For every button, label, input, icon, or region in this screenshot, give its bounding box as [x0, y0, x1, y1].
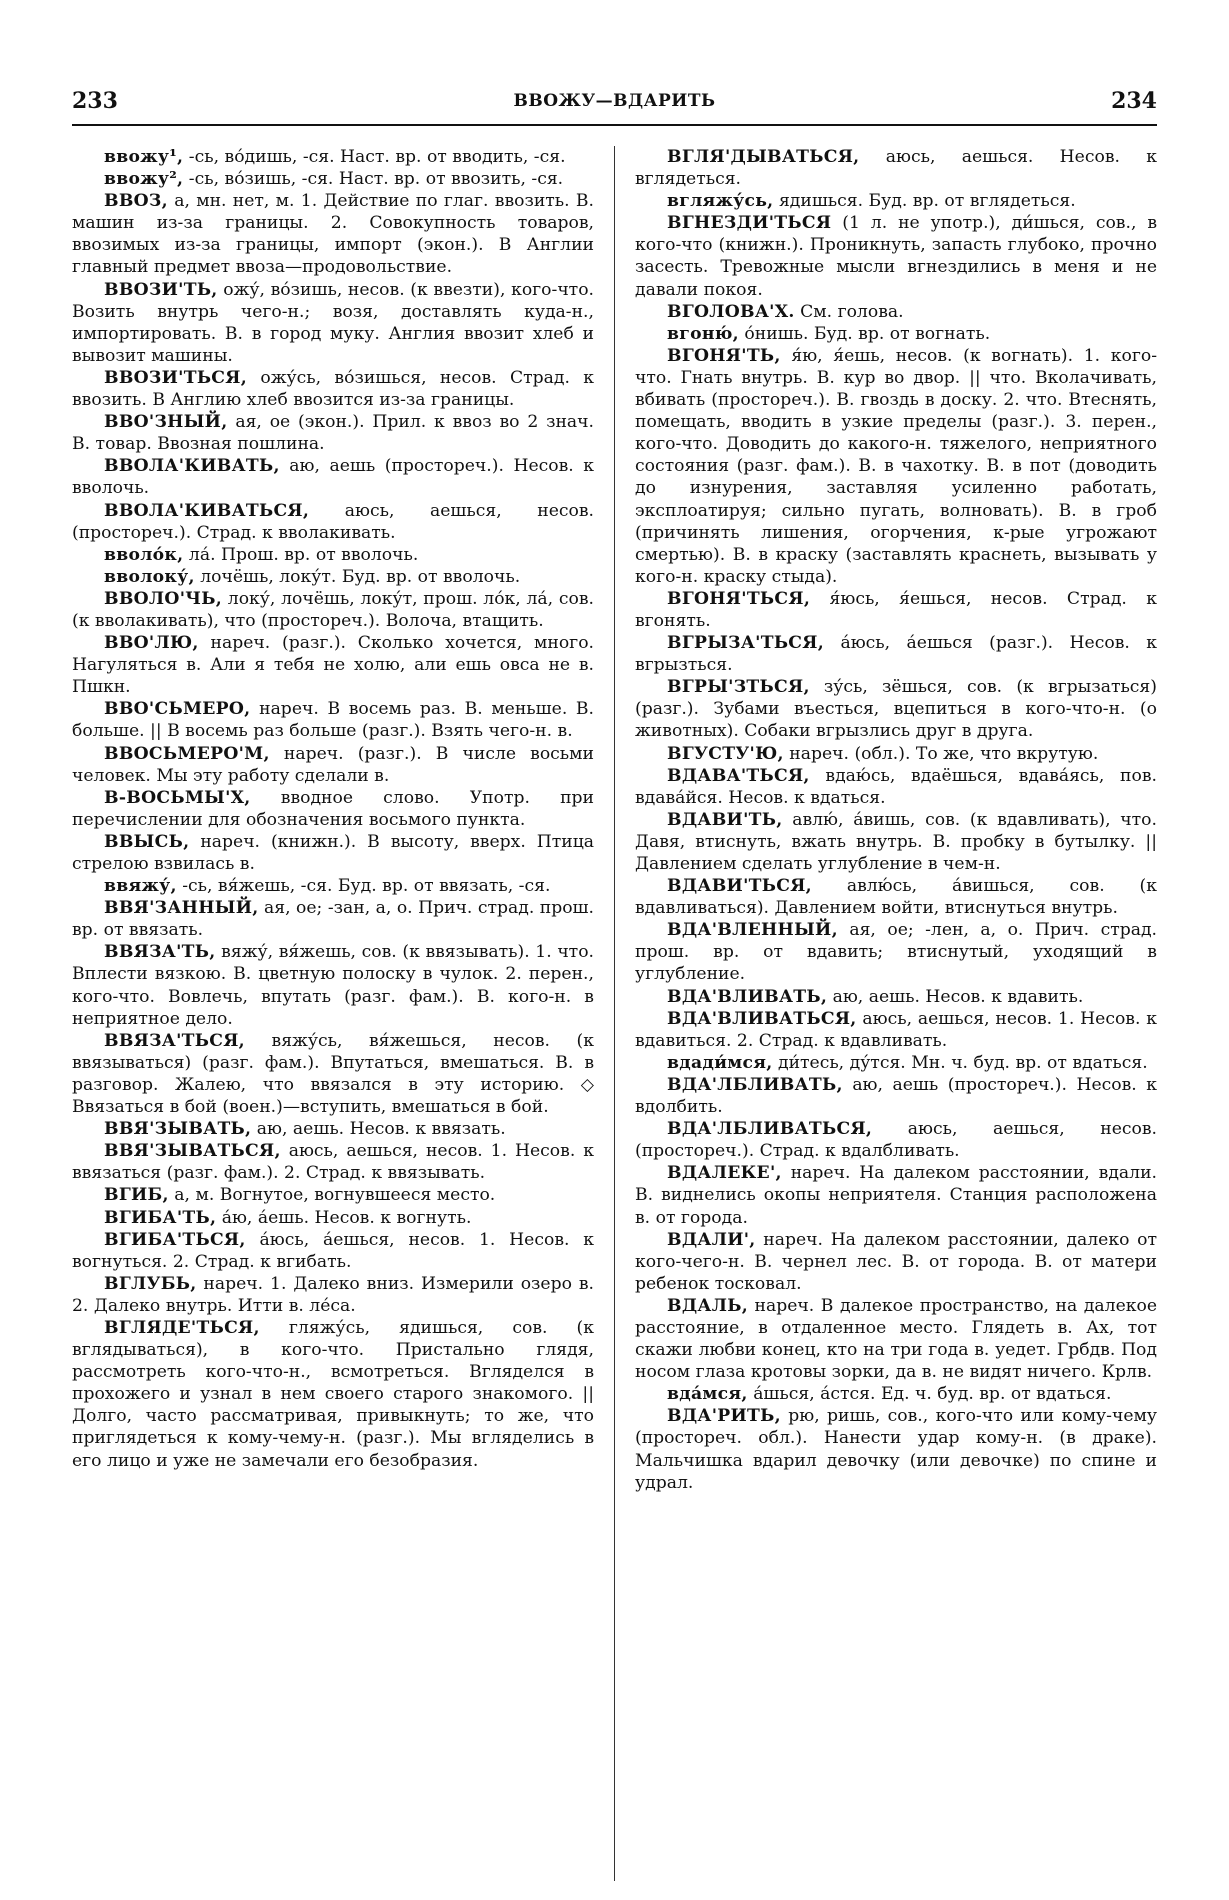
entry-definition: авлю́сь, а́вишься, сов. (к вдавливаться). Давлением войти, втиснуться внутрь.	[635, 876, 1157, 919]
dictionary-entry	[635, 986, 1157, 1008]
entry-headword: ввожу²,	[104, 169, 184, 190]
dictionary-entry	[635, 1295, 1157, 1383]
dictionary-entry	[635, 1162, 1157, 1228]
entry-definition: зу́сь, зёшься, сов. (к вгрызаться) (разг.). Зубами въесться, вцепиться в кого-что-н. (о животных). Собаки вгрызлись друг в друга.	[635, 677, 1157, 742]
dictionary-entry	[72, 455, 594, 499]
entry-definition: аю, аешь. Несов. к вдавить.	[832, 986, 1084, 1007]
entry-definition: аюсь, аешься, несов. (простореч.). Страд. к вдалбливать.	[635, 1119, 1157, 1162]
entry-definition: вяжу́, вя́жешь, сов. (к ввязывать). 1. что. Вплести вязкою. В. цветную полоску в чулок. 2. перен., кого-что. Вовлечь, впутать (разг. фам.). В. кого-н. в неприятное дело.	[72, 942, 594, 1029]
entry-headword: ВГОНЯ'ТЬ,	[667, 345, 781, 366]
entry-headword: ВГРЫ'ЗТЬСЯ,	[667, 677, 810, 698]
entry-definition: ядишься. Буд. вр. от вглядеться.	[778, 191, 1076, 212]
entry-headword: ВГЛУБЬ,	[104, 1273, 197, 1294]
entry-definition: См. голова.	[800, 301, 904, 322]
entry-headword: вволо́к,	[104, 544, 184, 565]
entry-definition: а́шься, а́стся. Ед. ч. буд. вр. от вдаться.	[753, 1384, 1112, 1405]
dictionary-entry	[72, 875, 594, 897]
entry-definition: ожу́сь, во́зишься, несов. Страд. к ввозить. В Англию хлеб ввозится из-за границы.	[72, 367, 594, 411]
entry-headword: ВВОЛА'КИВАТЬ,	[104, 456, 280, 477]
entry-headword: вволоку́,	[104, 566, 195, 587]
dictionary-entry	[72, 566, 594, 588]
entry-definition: авлю́, а́вишь, сов. (к вдавливать), что. Давя, втиснуть, вжать внутрь. В. пробку в бутылку. || Давлением сделать углубление в чем-н.	[635, 809, 1157, 874]
dictionary-entry	[72, 1207, 594, 1229]
dictionary-entry	[72, 146, 594, 168]
entry-definition: а́юсь, а́ешься (разг.). Несов. к вгрызться.	[635, 633, 1157, 676]
entry-definition: (1 л. не употр.), ди́шься, сов., в кого-что (книжн.). Проникнуть, запасть глубоко, прочно засесть. Тревожные мысли вгнездились в меня и не давали покоя.	[635, 213, 1157, 300]
dictionary-entry	[635, 1118, 1157, 1162]
entry-headword: ВВОЗИ'ТЬСЯ,	[104, 367, 248, 388]
entry-definition: лочёшь, локу́т. Буд. вр. от вволочь.	[200, 566, 521, 587]
entry-headword: ВВЫСЬ,	[104, 831, 190, 852]
entry-definition: я́ю, я́ешь, несов. (к вогнать). 1. кого-что. Гнать внутрь. В. кур во двор. || что. Вколачивать, вбивать (простореч.). В. гвоздь в доску. 2. что. Втеснять, помещать, вводить в узкие пределы (разг.). 3. перен., кого-что. Доводить до какого-н. тяжелого, неприятного состояния (разг. фам.). В. в чахотку. В. в пот (доводить до изнурения, заставляя усиленно работать, эксплоатируя; сильно пугать, волновать). В. в гроб (причинять лишения, огорчения, к-рые угрожают смертью). В. в краску (заставлять краснеть, вызывать у кого-н. краску стыда).	[635, 345, 1157, 587]
entry-definition: я́юсь, я́ешься, несов. Страд. к вгонять.	[635, 588, 1157, 631]
entry-headword: ВДАВА'ТЬСЯ,	[667, 765, 810, 786]
dictionary-entry	[635, 1383, 1157, 1405]
page-number-left: 233	[72, 88, 118, 114]
page-number-right: 234	[1111, 88, 1157, 114]
entry-headword: ВГРЫЗА'ТЬСЯ,	[667, 633, 825, 654]
page-header	[72, 88, 1157, 122]
entry-definition: нареч. На далеком расстоянии, далеко от кого-чего-н. В. чернел лес. В. от города. В. от матери ребенок тосковал.	[635, 1229, 1157, 1294]
entry-headword: ВГОНЯ'ТЬСЯ,	[667, 588, 811, 609]
entry-headword: ВДАВИ'ТЬСЯ,	[667, 876, 812, 897]
entry-headword: ВВОЗ,	[104, 191, 168, 212]
entry-definition: а́юсь, а́ешься, несов. 1. Несов. к вогнуться. 2. Страд. к вгибать.	[72, 1229, 594, 1272]
entry-definition: аю, аешь (простореч.). Несов. к вдолбить.	[635, 1074, 1157, 1118]
entry-definition: ая, ое (экон.). Прил. к ввоз во 2 знач. В. товар. Ввозная пошлина.	[72, 412, 594, 455]
dictionary-entry	[72, 1140, 594, 1184]
entry-headword: вгляжу́сь,	[667, 191, 774, 212]
entry-definition: аю, аешь. Несов. к ввязать.	[256, 1119, 506, 1140]
dictionary-entry	[635, 1229, 1157, 1295]
entry-headword: ВВО'СЬМЕРО,	[104, 699, 251, 720]
entry-definition: вдаю́сь, вдаёшься, вдава́ясь, пов. вдава́йся. Несов. к вдаться.	[635, 765, 1157, 808]
dictionary-entry	[72, 411, 594, 455]
entry-headword: ввожу¹,	[104, 147, 184, 167]
dictionary-entry	[72, 698, 594, 742]
dictionary-entry	[635, 588, 1157, 632]
entry-definition: аю, аешь (простореч.). Несов. к вволочь.	[72, 456, 594, 499]
entry-headword: ВГИБА'ТЬ,	[104, 1207, 217, 1228]
dictionary-entry	[72, 787, 594, 831]
dictionary-entry	[635, 1074, 1157, 1118]
dictionary-entry	[635, 676, 1157, 742]
dictionary-entry	[72, 1118, 594, 1140]
entry-headword: ВДА'ЛБЛИВАТЬ,	[667, 1074, 843, 1095]
right-column	[635, 146, 1157, 1881]
dictionary-entry	[72, 544, 594, 566]
entry-definition: -сь, во́дишь, -ся. Наст. вр. от вводить, -ся.	[188, 147, 566, 167]
dictionary-entry	[635, 919, 1157, 985]
dictionary-entry	[72, 367, 594, 411]
entry-headword: ВДАЛИ',	[667, 1229, 756, 1250]
entry-definition: нареч. 1. Далеко вниз. Измерили озеро в. 2. Далеко внутрь. Итти в. ле́са.	[72, 1273, 594, 1316]
dictionary-entry	[635, 632, 1157, 676]
entry-definition: ая, ое; -зан, а, о. Прич. страд. прош. вр. от ввязать.	[72, 898, 594, 941]
entry-headword: ВВОЛО'ЧЬ,	[104, 588, 223, 609]
dictionary-entry	[72, 1184, 594, 1206]
dictionary-entry	[72, 1030, 594, 1118]
entry-headword: ВВОСЬМЕРО'М,	[104, 743, 270, 764]
entry-headword: ВВОЛА'КИВАТЬСЯ,	[104, 500, 310, 521]
entry-definition: аюсь, аешься, несов. 1. Несов. к ввязаться (разг. фам.). 2. Страд. к ввязывать.	[72, 1141, 594, 1184]
entry-definition: о́нишь. Буд. вр. от вогнать.	[744, 323, 991, 344]
dictionary-entry	[635, 301, 1157, 323]
entry-headword: вгоню́,	[667, 323, 739, 344]
dictionary-entry	[635, 809, 1157, 875]
entry-definition: а, мн. нет, м. 1. Действие по глаг. ввозить. В. машин из-за границы. 2. Совокупность товаров, ввозимых из-за границы, импорт (экон.). В Англии главный предмет ввоза—продовольствие.	[72, 191, 594, 278]
entry-headword: ВДА'ВЛЕННЫЙ,	[667, 920, 838, 941]
entry-headword: ВВО'ЛЮ,	[104, 633, 199, 654]
dictionary-entry	[635, 212, 1157, 300]
entry-definition: нареч. В далекое пространство, на далекое расстояние, в отдаленное место. Глядеть в. Ах, тот скажи любви конец, кто на три года в. уедет. Грбдв. Под носом глаза кротовы зорки, да в. не видят ничего. Крлв.	[635, 1295, 1157, 1383]
entry-definition: ла́. Прош. вр. от вволочь.	[188, 544, 419, 565]
entry-headword: ВВЯ'ЗЫВАТЬСЯ,	[104, 1141, 281, 1162]
entry-definition: локу́, лочёшь, локу́т, прош. ло́к, ла́, сов. (к вволакивать), что (простореч.). Волоча, втащить.	[72, 588, 594, 631]
dictionary-entry	[635, 323, 1157, 345]
entry-definition: а́ю, а́ешь. Несов. к вогнуть.	[221, 1207, 472, 1228]
entry-definition: вяжу́сь, вя́жешься, несов. (к ввязываться) (разг. фам.). Впутаться, вмешаться. В. в разговор. Жалею, что ввязался в эту историю. ◇ Ввязаться в бой (воен.)—вступить, вмешаться в бой.	[72, 1030, 594, 1118]
left-column	[72, 146, 594, 1881]
entry-headword: вдади́мся,	[667, 1052, 773, 1073]
entry-definition: а, м. Вогнутое, вогнувшееся место.	[174, 1185, 496, 1206]
entry-definition: нареч. (обл.). То же, что вкрутую.	[789, 743, 1099, 764]
entry-headword: ВВЯЗА'ТЬ,	[104, 942, 216, 963]
entry-definition: вводное слово. Употр. при перечислении для обозначения восьмого пункта.	[72, 787, 594, 830]
entry-definition: нареч. (книжн.). В высоту, вверх. Птица стрелою взвилась в.	[72, 831, 594, 874]
entry-definition: -сь, во́зишь, -ся. Наст. вр. от ввозить, -ся.	[188, 169, 564, 190]
dictionary-entry	[72, 1273, 594, 1317]
entry-headword: ВГУСТУ'Ю,	[667, 743, 784, 764]
dictionary-entry	[635, 146, 1157, 190]
entry-headword: ВДАЛЬ,	[667, 1295, 748, 1316]
entry-definition: аюсь, аешься. Несов. к вглядеться.	[635, 147, 1157, 190]
dictionary-entry	[635, 1008, 1157, 1052]
entry-headword: ВВЯ'ЗЫВАТЬ,	[104, 1119, 252, 1140]
entry-headword: ВГЛЯДЕ'ТЬСЯ,	[104, 1317, 260, 1338]
entry-definition: нареч. На далеком расстоянии, вдали. В. виднелись окопы неприятеля. Станция расположена в. от города.	[635, 1163, 1157, 1228]
entry-definition: нареч. (разг.). Сколько хочется, много. Нагуляться в. Али я тебя не холю, али ешь овса не в. Пшкн.	[72, 633, 594, 698]
entry-headword: ВГИБ,	[104, 1185, 169, 1206]
header-rule	[72, 124, 1157, 126]
entry-definition: нареч. (разг.). В числе восьми человек. Мы эту работу сделали в.	[72, 743, 594, 786]
entry-headword: ВДА'ЛБЛИВАТЬСЯ,	[667, 1119, 873, 1140]
dictionary-entry	[635, 1052, 1157, 1074]
dictionary-entry	[635, 190, 1157, 212]
dictionary-entry	[72, 831, 594, 875]
dictionary-entry	[635, 1405, 1157, 1493]
dictionary-entry	[635, 875, 1157, 919]
dictionary-entry	[72, 1229, 594, 1273]
entry-headword: ВДАЛЕКЕ',	[667, 1163, 782, 1184]
entry-headword: вда́мся,	[667, 1384, 748, 1405]
dictionary-entry	[635, 765, 1157, 809]
entry-headword: В-ВОСЬМЫ'Х,	[104, 787, 251, 808]
entry-definition: аюсь, аешься, несов. (простореч.). Страд. к вволакивать.	[72, 500, 594, 543]
entry-headword: ВГОЛОВА'Х.	[667, 301, 795, 322]
entry-headword: ВГНЕЗДИ'ТЬСЯ	[667, 213, 832, 234]
dictionary-entry	[635, 743, 1157, 765]
dictionary-entry	[72, 941, 594, 1029]
entry-definition: ожу́, во́зишь, несов. (к ввезти), кого-что. Возить внутрь чего-н.; возя, доставлять куда-н., импортировать. В. в город муку. Англия ввозит хлеб и вывозит машины.	[72, 279, 594, 366]
dictionary-entry	[72, 1317, 594, 1472]
entry-headword: ВВО'ЗНЫЙ,	[104, 412, 228, 433]
entry-headword: ВДА'РИТЬ,	[667, 1406, 781, 1427]
dictionary-entry	[635, 345, 1157, 588]
dictionary-entry	[72, 897, 594, 941]
dictionary-entry	[72, 190, 594, 278]
dictionary-entry	[72, 279, 594, 367]
entry-definition: ди́тесь, ду́тся. Мн. ч. буд. вр. от вдаться.	[777, 1052, 1148, 1073]
entry-headword: ВДАВИ'ТЬ,	[667, 809, 783, 830]
dictionary-entry	[72, 588, 594, 632]
entry-definition: аюсь, аешься, несов. 1. Несов. к вдавиться. 2. Страд. к вдавливать.	[635, 1008, 1157, 1051]
entry-headword: ВГЛЯ'ДЫВАТЬСЯ,	[667, 147, 860, 167]
entry-definition: нареч. В восемь раз. В. меньше. В. больше. || В восемь раз больше (разг.). Взять чего-н. в.	[72, 699, 594, 742]
dictionary-entry	[72, 632, 594, 698]
entry-headword: ввяжу́,	[104, 876, 177, 897]
entry-definition: -сь, вя́жешь, -ся. Буд. вр. от ввязать, -ся.	[182, 876, 551, 897]
entry-headword: ВВЯ'ЗАННЫЙ,	[104, 898, 259, 919]
entry-headword: ВДА'ВЛИВАТЬСЯ,	[667, 1008, 857, 1029]
entry-headword: ВВОЗИ'ТЬ,	[104, 279, 218, 300]
running-head: ВВОЖУ—ВДАРИТЬ	[513, 91, 716, 111]
entry-definition: рю, ришь, сов., кого-что или кому-чему (простореч. обл.). Нанести удар кому-н. (в драке). Мальчишка вдарил девочку (или девочке) по спине и удрал.	[635, 1406, 1157, 1493]
column-divider	[614, 146, 615, 1881]
dictionary-entry	[72, 500, 594, 544]
dictionary-entry	[72, 168, 594, 190]
entry-headword: ВГИБА'ТЬСЯ,	[104, 1229, 246, 1250]
entry-headword: ВДА'ВЛИВАТЬ,	[667, 986, 828, 1007]
entry-definition: ая, ое; -лен, а, о. Прич. страд. прош. вр. от вдавить; втиснутый, уходящий в углубление.	[635, 920, 1157, 985]
dictionary-entry	[72, 743, 594, 787]
entry-definition: гляжу́сь, ядишься, сов. (к вглядываться), в кого-что. Пристально глядя, рассмотреть кого-что-н., всмотреться. Вгляделся в прохожего и узнал в нем своего старого знакомого. || Долго, часто рассматривая, привыкнуть; то же, что приглядеться к кому-чему-н. (разг.). Мы вгляделись в его лицо и уже не замечали его безобразия.	[72, 1317, 594, 1471]
entry-headword: ВВЯЗА'ТЬСЯ,	[104, 1030, 245, 1051]
